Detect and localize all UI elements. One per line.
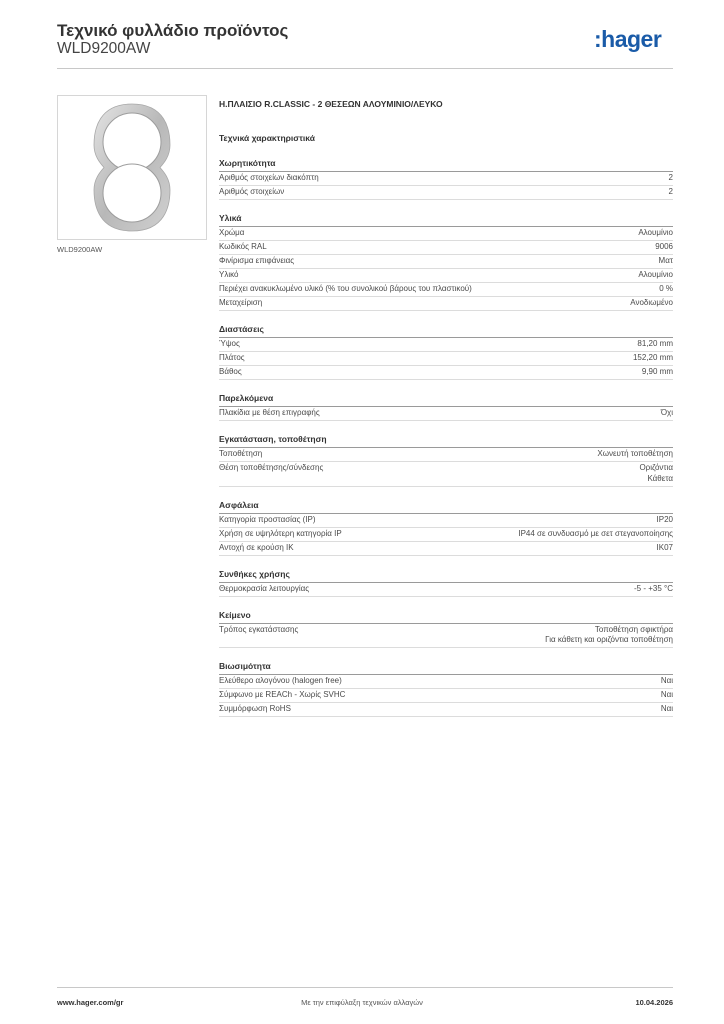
spec-row bbox=[219, 542, 673, 556]
spec-value: IP44 σε συνδυασμό με σετ στεγανοποίησης bbox=[518, 528, 673, 538]
spec-row bbox=[219, 338, 673, 352]
spec-row bbox=[219, 689, 673, 703]
spec-row bbox=[219, 269, 673, 283]
spec-value: Ματ bbox=[658, 256, 673, 265]
spec-label: Θέση τοποθέτησης/σύνδεσης bbox=[219, 463, 324, 472]
spec-label: Πλάτος bbox=[219, 353, 245, 362]
spec-row bbox=[219, 255, 673, 269]
spec-section bbox=[219, 213, 673, 311]
spec-value: Αλουμίνιο bbox=[638, 228, 673, 237]
document-title: Τεχνικό φυλλάδιο προϊόντος bbox=[57, 21, 289, 40]
footer-date: 10.04.2026 bbox=[635, 998, 673, 1007]
spec-section bbox=[219, 500, 673, 556]
section-title: Υλικά bbox=[219, 213, 673, 227]
spec-label: Τρόπος εγκατάστασης bbox=[219, 624, 299, 634]
spec-label: Φινίρισμα επιφάνειας bbox=[219, 256, 295, 265]
footer-note: Με την επιφύλαξη τεχνικών αλλαγών bbox=[301, 998, 423, 1007]
spec-section bbox=[219, 158, 673, 200]
spec-value: IP20 bbox=[656, 514, 673, 524]
spec-label: Ύψος bbox=[219, 339, 240, 348]
spec-value: 2 bbox=[668, 187, 673, 196]
hager-logo: :hager bbox=[594, 26, 662, 52]
spec-row bbox=[219, 675, 673, 689]
spec-value: 152,20 mm bbox=[632, 353, 673, 362]
spec-label: Περιέχει ανακυκλωμένο υλικό (% του συνολικού βάρους του πλαστικού) bbox=[219, 284, 472, 293]
spec-label: Αριθμός στοιχείων διακόπτη bbox=[219, 173, 319, 182]
spec-label: Χρήση σε υψηλότερη κατηγορία IP bbox=[219, 528, 342, 538]
spec-label: Ελεύθερο αλογόνου (halogen free) bbox=[219, 676, 342, 685]
spec-label: Χρώμα bbox=[219, 228, 245, 237]
section-title: Χωρητικότητα bbox=[219, 158, 673, 172]
spec-label: Υλικό bbox=[219, 270, 239, 279]
product-image bbox=[57, 95, 207, 240]
spec-value: Οριζόντια Κάθετα bbox=[639, 463, 673, 483]
spec-sections bbox=[219, 158, 673, 717]
spec-value: Ανοδιωμένο bbox=[630, 298, 673, 307]
spec-label: Πλακίδια με θέση επιγραφής bbox=[219, 408, 320, 417]
spec-value: 2 bbox=[668, 173, 673, 182]
spec-value: 0 % bbox=[659, 284, 673, 293]
section-title: Συνθήκες χρήσης bbox=[219, 569, 673, 583]
spec-label: Βάθος bbox=[219, 367, 242, 376]
spec-label: Αντοχή σε κρούση IK bbox=[219, 542, 294, 552]
section-title: Εγκατάσταση, τοποθέτηση bbox=[219, 434, 673, 448]
spec-value: Χωνευτή τοποθέτηση bbox=[597, 449, 673, 458]
spec-row bbox=[219, 297, 673, 311]
spec-section bbox=[219, 661, 673, 717]
footer-website: www.hager.com/gr bbox=[57, 998, 124, 1007]
spec-value: 9006 bbox=[655, 242, 673, 251]
spec-label: Σύμφωνο με REACh - Χωρίς SVHC bbox=[219, 690, 346, 699]
spec-row bbox=[219, 462, 673, 487]
spec-row bbox=[219, 583, 673, 597]
spec-section bbox=[219, 610, 673, 649]
spec-row bbox=[219, 528, 673, 542]
section-title: Παρελκόμενα bbox=[219, 393, 673, 407]
spec-row bbox=[219, 283, 673, 297]
section-title: Διαστάσεις bbox=[219, 324, 673, 338]
spec-value: Ναι bbox=[660, 690, 673, 699]
spec-label: Κατηγορία προστασίας (IP) bbox=[219, 514, 316, 524]
product-code: WLD9200AW bbox=[57, 40, 151, 57]
spec-label: Αριθμός στοιχείων bbox=[219, 187, 285, 196]
spec-label: Τοποθέτηση bbox=[219, 449, 263, 458]
spec-label: Μεταχείριση bbox=[219, 298, 263, 307]
header-divider bbox=[57, 68, 673, 69]
product-name: Η.ΠΛΑΙΣΙΟ R.CLASSIC - 2 ΘΕΣΕΩΝ ΑΛΟΥΜΙΝΙΟ/ΛΕΥΚΟ bbox=[219, 99, 443, 109]
spec-value: Ναι bbox=[660, 704, 673, 713]
spec-section bbox=[219, 393, 673, 421]
spec-row bbox=[219, 227, 673, 241]
footer-divider bbox=[57, 987, 673, 988]
spec-row bbox=[219, 366, 673, 380]
spec-row bbox=[219, 703, 673, 717]
spec-row bbox=[219, 448, 673, 462]
spec-row bbox=[219, 624, 673, 649]
spec-label: Συμμόρφωση RoHS bbox=[219, 704, 291, 713]
spec-section bbox=[219, 434, 673, 487]
spec-label: Θερμοκρασία λειτουργίας bbox=[219, 583, 310, 593]
spec-row bbox=[219, 186, 673, 200]
spec-value: Ναι bbox=[660, 676, 673, 685]
double-frame-product-icon bbox=[58, 96, 206, 239]
section-title: Ασφάλεια bbox=[219, 500, 673, 514]
tech-specs-heading: Τεχνικά χαρακτηριστικά bbox=[219, 133, 315, 143]
spec-row bbox=[219, 172, 673, 186]
spec-section bbox=[219, 324, 673, 380]
spec-value: Αλουμίνιο bbox=[638, 270, 673, 279]
spec-section bbox=[219, 569, 673, 597]
spec-value: Τοποθέτηση σφικτήρα Για κάθετη και οριζόντια τοποθέτηση bbox=[545, 624, 673, 644]
spec-value: Όχι bbox=[660, 408, 673, 417]
spec-row bbox=[219, 241, 673, 255]
spec-value: 81,20 mm bbox=[637, 339, 673, 348]
spec-value: IK07 bbox=[656, 542, 673, 552]
image-caption: WLD9200AW bbox=[57, 245, 103, 254]
spec-row bbox=[219, 514, 673, 528]
spec-label: Κωδικός RAL bbox=[219, 242, 267, 251]
spec-value: -5 - +35 °C bbox=[634, 583, 673, 593]
specs-content bbox=[219, 98, 673, 717]
section-title: Βιωσιμότητα bbox=[219, 661, 673, 675]
section-title: Κείμενο bbox=[219, 610, 673, 624]
spec-row bbox=[219, 352, 673, 366]
spec-row bbox=[219, 407, 673, 421]
spec-value: 9,90 mm bbox=[641, 367, 673, 376]
